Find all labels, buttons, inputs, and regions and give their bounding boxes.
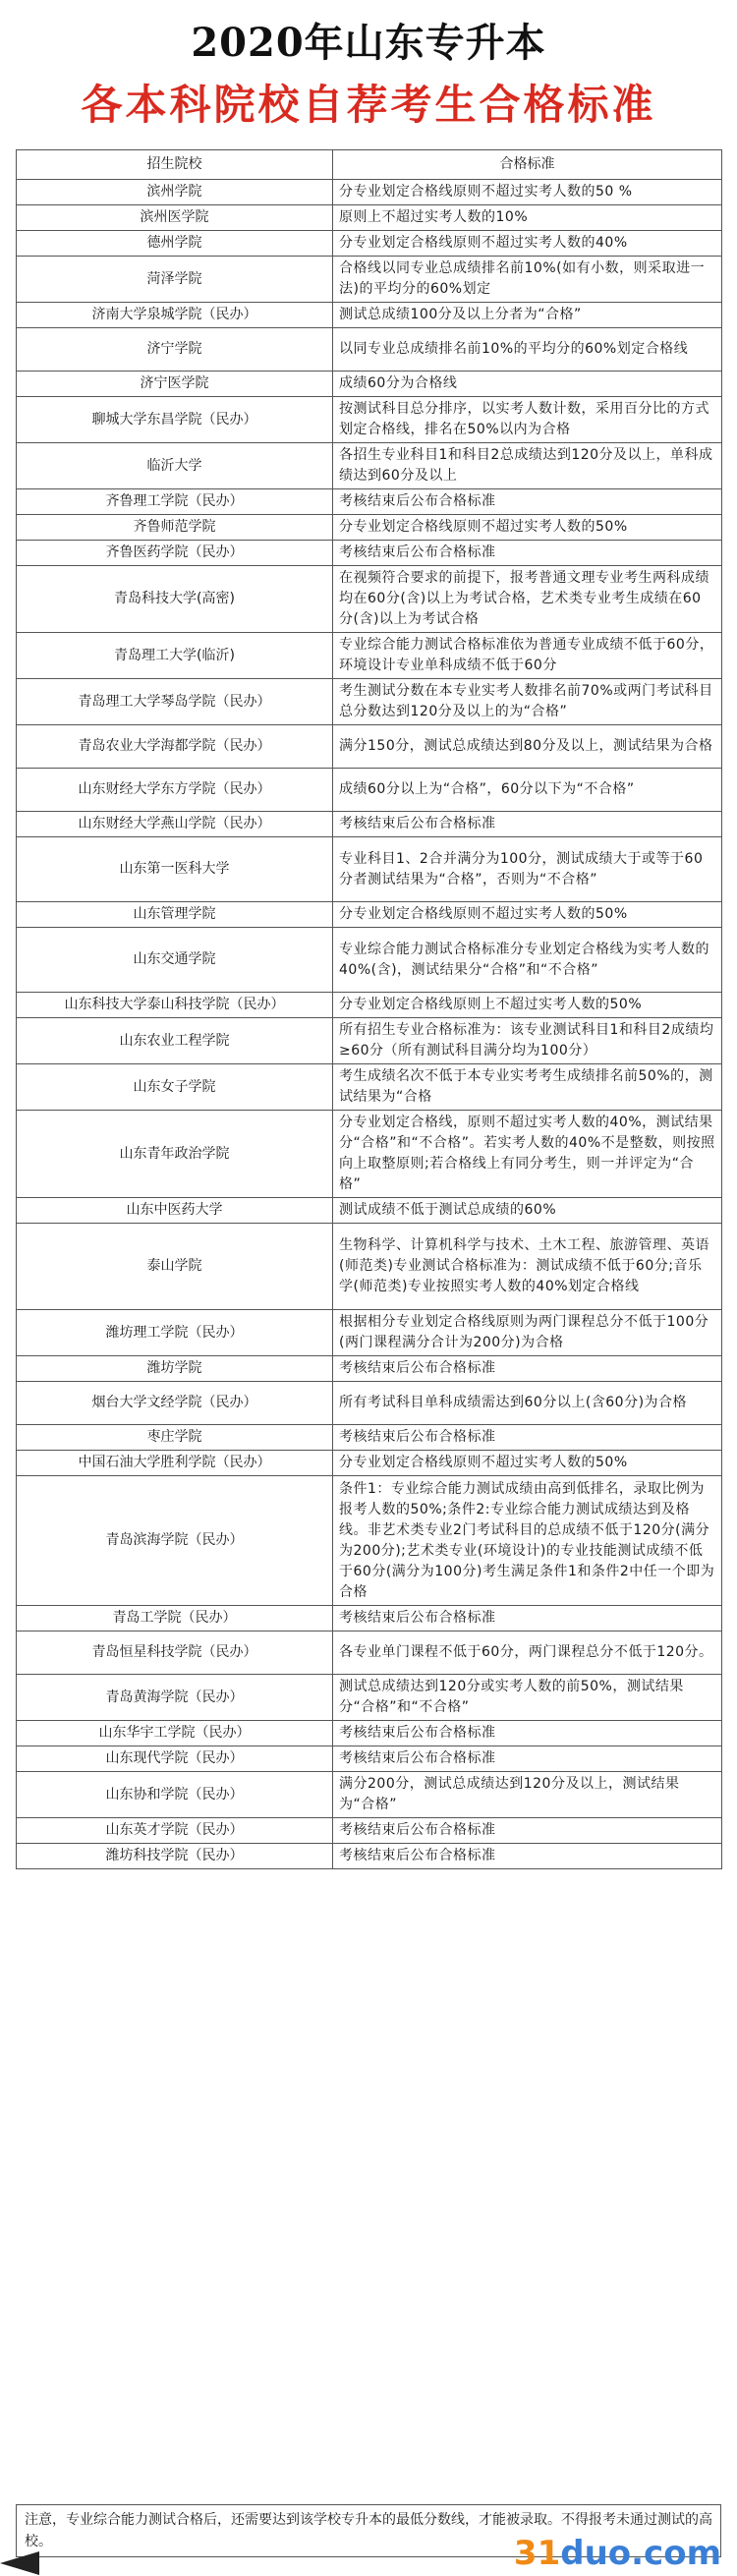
school-name: 德州学院 xyxy=(17,231,333,257)
school-name: 齐鲁医药学院（民办） xyxy=(17,541,333,566)
school-name: 济宁学院 xyxy=(17,328,333,372)
school-name: 泰山学院 xyxy=(17,1224,333,1310)
school-name: 烟台大学文经学院（民办） xyxy=(17,1382,333,1425)
school-name: 滨州学院 xyxy=(17,180,333,205)
table-row xyxy=(17,489,722,515)
table-row xyxy=(17,328,722,372)
qualification-standard: 成绩60分为合格线 xyxy=(333,372,722,397)
qualification-standard: 根据相分专业划定合格线原则为两门课程总分不低于100分(两门课程满分合计为200分)为合格 xyxy=(333,1310,722,1356)
qualification-standard: 专业科目1、2合并满分为100分，测试成绩大于或等于60分者测试结果为“合格”，否则为“不合格” xyxy=(333,837,722,902)
qualification-standard: 成绩60分以上为“合格”，60分以下为“不合格” xyxy=(333,769,722,812)
school-name: 潍坊学院 xyxy=(17,1356,333,1382)
table-row xyxy=(17,257,722,303)
qualification-standard: 生物科学、计算机科学与技术、土木工程、旅游管理、英语(师范类)专业测试合格标准为：测试成绩不低于60分;音乐学(师范类)专业按照实考人数的40%划定合格线 xyxy=(333,1224,722,1310)
qualification-standard: 分专业划定合格线原则不超过实考人数的50% xyxy=(333,515,722,541)
watermark-logo: 31duo.com xyxy=(513,2534,721,2573)
table-row xyxy=(17,1631,722,1675)
school-name: 青岛科技大学(高密) xyxy=(17,566,333,633)
qualification-standard: 考生测试分数在本专业实考人数排名前70%或两门考试科目总分数达到120分及以上的为“合格” xyxy=(333,679,722,725)
table-row xyxy=(17,837,722,902)
school-name: 山东现代学院（民办） xyxy=(17,1746,333,1772)
qualification-standard: 分专业划定合格线，原则不超过实考人数的40%，测试结果分“合格”和“不合格”。若实考人数的40%不是整数，则按照向上取整原则;若合格线上有同分考生，则一并评定为“合格” xyxy=(333,1111,722,1198)
table-header-row xyxy=(17,150,722,180)
qualification-standard: 分专业划定合格线原则上不超过实考人数的50% xyxy=(333,993,722,1018)
table-row xyxy=(17,1310,722,1356)
qualification-standard: 考核结束后公布合格标准 xyxy=(333,812,722,837)
header-standard: 合格标准 xyxy=(333,150,722,180)
table-body xyxy=(17,180,722,1869)
qualification-standard: 测试总成绩100分及以上分者为“合格” xyxy=(333,303,722,328)
qualification-standard: 考核结束后公布合格标准 xyxy=(333,1746,722,1772)
table-row xyxy=(17,541,722,566)
qualification-standard: 测试成绩不低于测试总成绩的60% xyxy=(333,1198,722,1224)
qualification-standard: 考核结束后公布合格标准 xyxy=(333,1606,722,1631)
page-subtitle: 各本科院校自荐考生合格标准 xyxy=(81,81,656,129)
table-row xyxy=(17,1451,722,1476)
school-name: 山东管理学院 xyxy=(17,902,333,928)
qualification-standard: 条件1：专业综合能力测试成绩由高到低排名，录取比例为报考人数的50%;条件2:专业综合能力测试成绩达到及格线。非艺术类专业2门考试科目的总成绩不低于120分(满分为200分);艺术类专业(环境设计)的专业技能测试成绩不低于60分(满分为100分)考生满足条件1和条件2中任一个即为合格 xyxy=(333,1476,722,1606)
qualification-standard: 以同专业总成绩排名前10%的平均分的60%划定合格线 xyxy=(333,328,722,372)
arrow-icon xyxy=(0,2551,39,2575)
table-row xyxy=(17,1476,722,1606)
qualification-standard: 各招生专业科目1和科目2总成绩达到120分及以上，单科成绩达到60分及以上 xyxy=(333,443,722,489)
table-row xyxy=(17,180,722,205)
qualification-standard: 满分150分，测试总成绩达到80分及以上，测试结果为合格 xyxy=(333,725,722,769)
school-name: 青岛理工大学(临沂) xyxy=(17,633,333,679)
table-row xyxy=(17,1198,722,1224)
table-row xyxy=(17,231,722,257)
table-row xyxy=(17,1425,722,1451)
school-name: 青岛黄海学院（民办） xyxy=(17,1675,333,1721)
table-row xyxy=(17,1064,722,1111)
qualification-standard: 所有考试科目单科成绩需达到60分以上(含60分)为合格 xyxy=(333,1382,722,1425)
school-name: 济宁医学院 xyxy=(17,372,333,397)
qualification-standard: 分专业划定合格线原则不超过实考人数的50% xyxy=(333,902,722,928)
school-name: 山东科技大学泰山科技学院（民办） xyxy=(17,993,333,1018)
qualification-standard: 专业综合能力测试合格标准依为普通专业成绩不低于60分，环境设计专业单科成绩不低于60分 xyxy=(333,633,722,679)
school-name: 青岛理工大学琴岛学院（民办） xyxy=(17,679,333,725)
qualification-standard: 原则上不超过实考人数的10% xyxy=(333,205,722,231)
table-row xyxy=(17,993,722,1018)
school-name: 潍坊科技学院（民办） xyxy=(17,1844,333,1869)
table-row xyxy=(17,928,722,993)
school-name: 山东青年政治学院 xyxy=(17,1111,333,1198)
table-row xyxy=(17,769,722,812)
table-row xyxy=(17,679,722,725)
qualification-standard: 专业综合能力测试合格标准分专业划定合格线为实考人数的40%(含)，测试结果分“合格”和“不合格” xyxy=(333,928,722,993)
school-name: 山东英才学院（民办） xyxy=(17,1818,333,1844)
table-row xyxy=(17,1111,722,1198)
table-row xyxy=(17,566,722,633)
qualification-standard: 所有招生专业合格标准为：该专业测试科目1和科目2成绩均≥60分（所有测试科目满分均为100分） xyxy=(333,1018,722,1064)
table-row xyxy=(17,1018,722,1064)
footnote: 注意，专业综合能力测试合格后，还需要达到该学校专升本的最低分数线，才能被录取。不得报考未通过测试的高校。 xyxy=(16,2504,721,2557)
header-school: 招生院校 xyxy=(17,150,333,180)
table-row xyxy=(17,205,722,231)
table-row xyxy=(17,1382,722,1425)
table-row xyxy=(17,1772,722,1818)
qualification-standard: 考核结束后公布合格标准 xyxy=(333,541,722,566)
table-row xyxy=(17,372,722,397)
qualification-standard: 在视频符合要求的前提下，报考普通文理专业考生两科成绩均在60分(含)以上为考试合格，艺术类专业考生成绩在60分(含)以上为考试合格 xyxy=(333,566,722,633)
qualification-standard: 分专业划定合格线原则不超过实考人数的40% xyxy=(333,231,722,257)
table-row xyxy=(17,633,722,679)
school-name: 山东交通学院 xyxy=(17,928,333,993)
school-name: 山东农业工程学院 xyxy=(17,1018,333,1064)
qualification-standard: 考生成绩名次不低于本专业实考考生成绩排名前50%的，测试结果为“合格 xyxy=(333,1064,722,1111)
school-name: 中国石油大学胜利学院（民办） xyxy=(17,1451,333,1476)
page-title: 2020年山东专升本 xyxy=(191,20,546,66)
qualification-standard: 合格线以同专业总成绩排名前10%(如有小数，则采取进一法)的平均分的60%划定 xyxy=(333,257,722,303)
table-row xyxy=(17,397,722,443)
qualification-standard: 各专业单门课程不低于60分，两门课程总分不低于120分。 xyxy=(333,1631,722,1675)
school-name: 山东女子学院 xyxy=(17,1064,333,1111)
table-row xyxy=(17,1844,722,1869)
school-name: 青岛农业大学海都学院（民办） xyxy=(17,725,333,769)
table-row xyxy=(17,902,722,928)
table-row xyxy=(17,1356,722,1382)
qualification-standard: 分专业划定合格线原则不超过实考人数的50% xyxy=(333,1451,722,1476)
school-name: 青岛工学院（民办） xyxy=(17,1606,333,1631)
school-name: 青岛恒星科技学院（民办） xyxy=(17,1631,333,1675)
school-name: 山东第一医科大学 xyxy=(17,837,333,902)
table-row xyxy=(17,725,722,769)
school-name: 山东财经大学燕山学院（民办） xyxy=(17,812,333,837)
table-row xyxy=(17,303,722,328)
school-name: 聊城大学东昌学院（民办） xyxy=(17,397,333,443)
qualification-standard: 考核结束后公布合格标准 xyxy=(333,1844,722,1869)
qualification-standard: 分专业划定合格线原则不超过实考人数的50 % xyxy=(333,180,722,205)
table-row xyxy=(17,812,722,837)
school-name: 山东中医药大学 xyxy=(17,1198,333,1224)
school-name: 枣庄学院 xyxy=(17,1425,333,1451)
school-name: 齐鲁师范学院 xyxy=(17,515,333,541)
qualification-standard: 按测试科目总分排序，以实考人数计数，采用百分比的方式划定合格线，排名在50%以内为合格 xyxy=(333,397,722,443)
school-name: 临沂大学 xyxy=(17,443,333,489)
school-name: 滨州医学院 xyxy=(17,205,333,231)
school-name: 济南大学泉城学院（民办） xyxy=(17,303,333,328)
school-name: 青岛滨海学院（民办） xyxy=(17,1476,333,1606)
qualification-standard: 满分200分，测试总成绩达到120分及以上，测试结果为“合格” xyxy=(333,1772,722,1818)
school-name: 菏泽学院 xyxy=(17,257,333,303)
school-name: 潍坊理工学院（民办） xyxy=(17,1310,333,1356)
standards-table xyxy=(16,149,722,1869)
table-row xyxy=(17,1746,722,1772)
table-row xyxy=(17,1675,722,1721)
table-row xyxy=(17,1818,722,1844)
qualification-standard: 考核结束后公布合格标准 xyxy=(333,1356,722,1382)
school-name: 山东华宇工学院（民办） xyxy=(17,1721,333,1746)
table-row xyxy=(17,515,722,541)
qualification-standard: 测试总成绩达到120分或实考人数的前50%，测试结果分“合格”和“不合格” xyxy=(333,1675,722,1721)
qualification-standard: 考核结束后公布合格标准 xyxy=(333,1721,722,1746)
qualification-standard: 考核结束后公布合格标准 xyxy=(333,1818,722,1844)
table-row xyxy=(17,1606,722,1631)
qualification-standard: 考核结束后公布合格标准 xyxy=(333,1425,722,1451)
table-row xyxy=(17,1721,722,1746)
school-name: 山东协和学院（民办） xyxy=(17,1772,333,1818)
table-row xyxy=(17,443,722,489)
table-row xyxy=(17,1224,722,1310)
qualification-standard: 考核结束后公布合格标准 xyxy=(333,489,722,515)
school-name: 齐鲁理工学院（民办） xyxy=(17,489,333,515)
school-name: 山东财经大学东方学院（民办） xyxy=(17,769,333,812)
